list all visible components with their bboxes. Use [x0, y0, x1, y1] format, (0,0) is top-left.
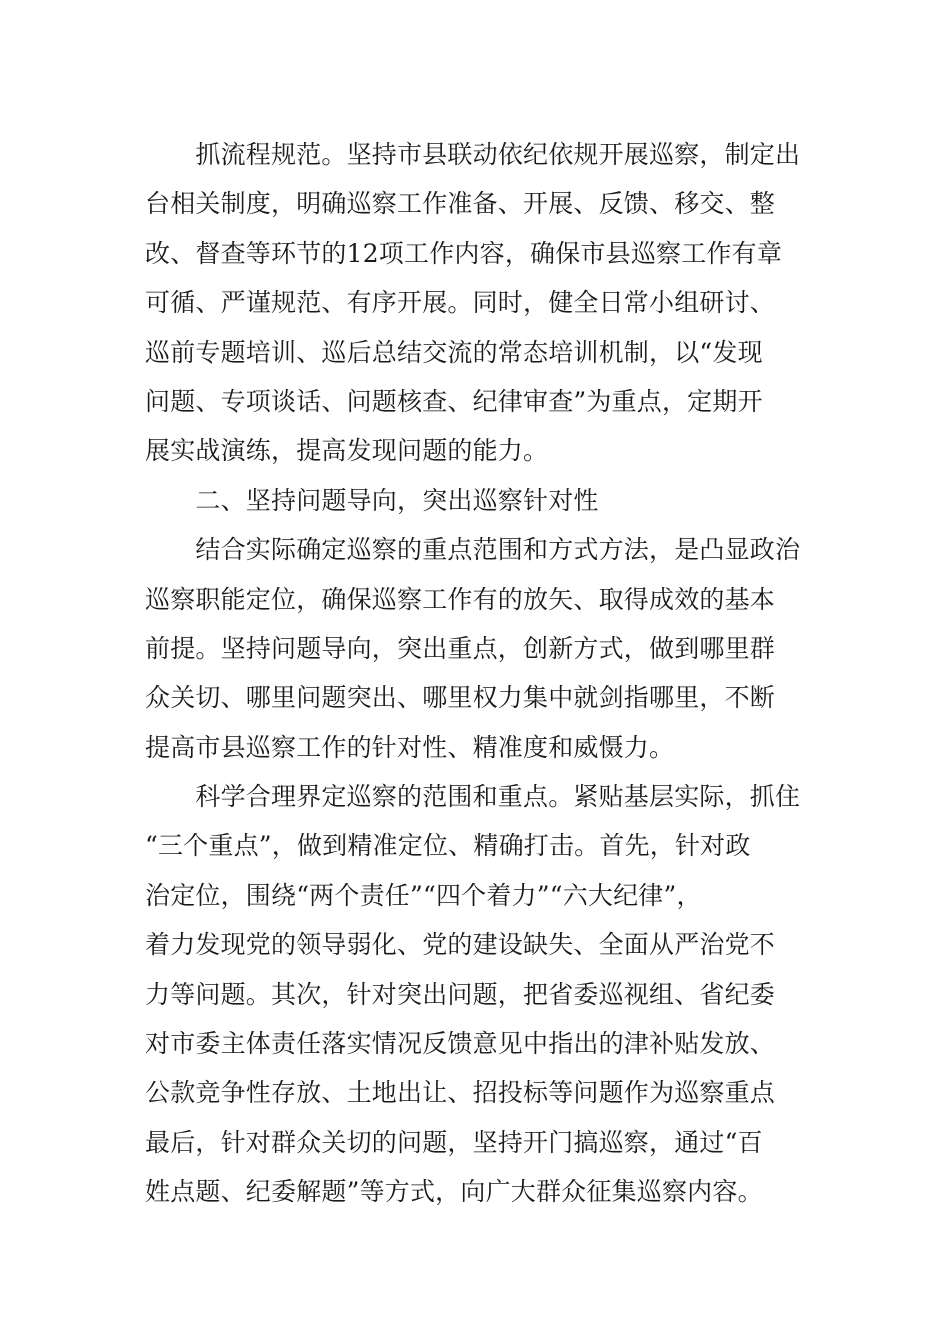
- section-heading: 二、坚持问题导向，突出巡察针对性: [145, 485, 599, 515]
- text-line: 前提。坚持问题导向，突出重点，创新方式，做到哪里群: [145, 633, 776, 663]
- text-line: “三个重点”，做到精准定位、精确打击。首先，针对政: [145, 831, 751, 861]
- text-line: 结合实际确定巡察的重点范围和方式方法，是凸显政治: [145, 535, 801, 565]
- text-line: 众关切、哪里问题突出、哪里权力集中就剑指哪里，不断: [145, 683, 776, 713]
- text-line: 可循、严谨规范、有序开展。同时，健全日常小组研讨、: [145, 288, 776, 318]
- text-line: 台相关制度，明确巡察工作准备、开展、反馈、移交、整: [145, 189, 776, 219]
- text-line: 最后，针对群众关切的问题，坚持开门搞巡察，通过“百: [145, 1127, 763, 1157]
- text-line: 提高市县巡察工作的针对性、精准度和威慑力。: [145, 732, 675, 762]
- text-line: 问题、专项谈话、问题核查、纪律审查”为重点，定期开: [145, 386, 763, 416]
- text-line: 改、督查等环节的12项工作内容，确保市县巡察工作有章: [145, 238, 783, 268]
- text-line: 力等问题。其次，针对突出问题，把省委巡视组、省纪委: [145, 979, 776, 1009]
- document-body: [145, 130, 810, 1217]
- text-line: 对市委主体责任落实情况反馈意见中指出的津补贴发放、: [145, 1029, 776, 1059]
- text-line: 姓点题、纪委解题”等方式，向广大群众征集巡察内容。: [145, 1177, 763, 1207]
- text-line: 公款竞争性存放、土地出让、招投标等问题作为巡察重点: [145, 1078, 776, 1108]
- text-line: 抓流程规范。坚持市县联动依纪依规开展巡察，制定出: [145, 140, 801, 169]
- text-line: 巡察职能定位，确保巡察工作有的放矢、取得成效的基本: [145, 584, 776, 614]
- text-line: 着力发现党的领导弱化、党的建设缺失、全面从严治党不: [145, 930, 776, 960]
- text-line: 科学合理界定巡察的范围和重点。紧贴基层实际，抓住: [145, 782, 801, 812]
- text-line: 治定位，围绕“两个责任”“四个着力”“六大纪律”，: [145, 880, 702, 910]
- text-line: 展实战演练，提高发现问题的能力。: [145, 436, 549, 466]
- text-line: 巡前专题培训、巡后总结交流的常态培训机制，以“发现: [145, 337, 763, 367]
